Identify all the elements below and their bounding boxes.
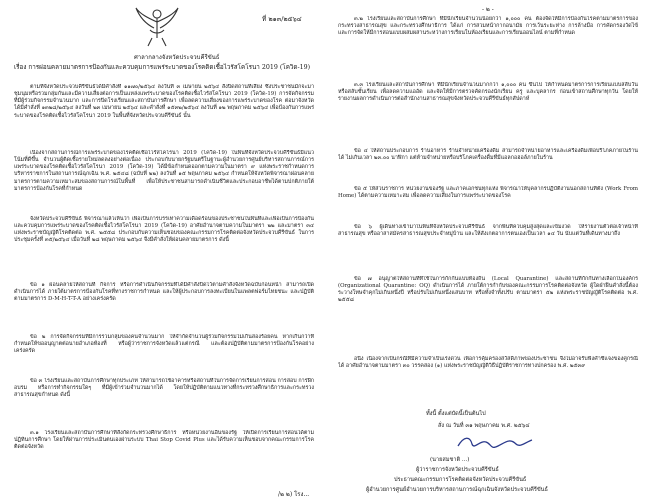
paragraph: ข้อ ๒ การจัดกิจกรรมที่มีการรวมกลุ่มของคนจำนวนมาก ให้จำกัดจำนวนผู้ร่วมกิจกรรมไม่เกินสองร้อยคน หากเกินกว่าที่กำหนดให้ขออนุญาตต่อนายอำเภอท้องที่ หรือผู้ว่าราชการจังหวัดแล้วแต่กรณี และต้องปฏิบัติตามมาตรการป้องกันโรคอย่างเคร่งครัด bbox=[14, 334, 314, 355]
issuing-office: ศาลากลางจังหวัดประจวบคีรีขันธ์ bbox=[134, 54, 220, 61]
page-header: - ๒ - bbox=[482, 6, 494, 13]
paragraph: ๓.๑ โรงเรียนและสถาบันการศึกษาที่สังกัดกระทรวงศึกษาธิการ หรือหน่วยงานอื่นของรัฐ ให้เปิดการเรียนการสอนได้ตามปฏิทินการศึกษา โดยให้ผ่านการประเมินตนเองผ่านระบบ Thai Stop Covid Plus และได้รับความเห็นชอบจากคณะกรรมการโรคติดต่อจังหวัด bbox=[14, 430, 314, 451]
paragraph: ข้อ ๓ โรงเรียนและสถาบันการศึกษาทุกประเภท ให้สามารถใช้อาคารหรือสถานที่ในการจัดการเรียนการสอน การสอบ การฝึกอบรม หรือการทำกิจกรรมใดๆ ที่มีผู้เข้าร่วมจำนวนมากได้ โดยให้ปฏิบัติตามแนวทางที่กระทรวงศึกษาธิการและกระทรวงสาธารณสุขกำหนด ดังนี้ bbox=[14, 378, 314, 399]
paragraph: ข้อ ๔ ให้สถานประกอบการ ร้านอาหาร ร้านจำหน่ายเครื่องดื่ม สามารถจำหน่ายอาหารและเครื่องดื่มเพื่อบริโภคภายในร้านได้ ไม่เกินเวลา ๒๓.๐๐ นาฬิกา แต่ห้ามจำหน่ายหรือบริโภคเครื่องดื่มที่มีแอลกอฮอล์ภายในร้าน bbox=[338, 148, 638, 162]
signing-date: สั่ง ณ วันที่ ๓๑ พฤษภาคม พ.ศ. ๒๕๖๔ bbox=[438, 423, 530, 429]
continuation-marker: /๒ ๒) โรง... bbox=[278, 491, 310, 498]
garuda-emblem-icon bbox=[134, 4, 180, 48]
signer-title: ประธานคณะกรรมการโรคติดต่อจังหวัดประจวบคีรีขันธ์ bbox=[394, 477, 527, 483]
paragraph: อนึ่ง เนื่องจากเป็นกรณีที่มีความจำเป็นเร่งด่วน เพื่อการคุ้มครองสวัสดิภาพของประชาชน จึงไม่อาจรับฟังคำชี้แจงของคู่กรณีได้ อาศัยอำนาจตามมาตรา ๓๐ วรรคสอง (๑) แห่งพระราชบัญญัติวิธีปฏิบัติราชการทางปกครอง พ.ศ. ๒๕๓๙ bbox=[338, 356, 638, 370]
paragraph: ๓.๓ โรงเรียนและสถาบันการศึกษา ที่มีนักเรียนจำนวนมากกว่า ๑,๐๐๐ คน ขึ้นไป ให้กำหนดมาตรการการเรียนแบบสลับวันหรือสลับชั้นเรียน เพื่อลดความแออัด และจัดให้มีการตรวจคัดกรองนักเรียน ครู และบุคลากร ก่อนเข้าสถานศึกษาทุกวัน โดยให้รายงานผลการดำเนินการต่อสำนักงานสาธารณสุขจังหวัดประจวบคีรีขันธ์ทุกสัปดาห์ bbox=[338, 82, 638, 103]
page-right bbox=[330, 0, 644, 500]
paragraph: จังหวัดประจวบคีรีขันธ์ พิจารณาแล้วเห็นว่า เพื่อเป็นการบรรเทาความเดือดร้อนของประชาชนในพื้นที่และเพื่อเป็นการป้องกันและควบคุมการแพร่ระบาดของโรคติดเชื้อไวรัสโคโรนา 2019 (โควิด-19) อาศัยอำนาจตามความในมาตรา ๒๒ และมาตรา ๓๔ แห่งพระราชบัญญัติโรคติดต่อ พ.ศ. ๒๕๕๘ ประกอบกับความเห็นชอบของคณะกรรมการโรคติดต่อจังหวัดประจวบคีรีขันธ์ ในการประชุมครั้งที่ ๓๕/๒๕๖๔ เมื่อวันที่ ๒๘ พฤษภาคม ๒๕๖๔ จึงมีคำสั่งให้ผ่อนคลายมาตรการ ดังนี้ bbox=[14, 216, 314, 244]
paragraph: ข้อ ๖ ผู้เดินทางเข้ามาในพื้นที่จังหวัดประจวบคีรีขันธ์ จากพื้นที่ควบคุมสูงสุดและเข้มงวด ให้รายงานตัวต่อเจ้าหน้าที่สาธารณสุข หรืออาสาสมัครสาธารณสุขประจำหมู่บ้าน และให้สังเกตอาการตนเองเป็นเวลา ๑๔ วัน นับแต่วันที่เดินทางมาถึง bbox=[338, 224, 638, 238]
paragraph: ๓.๒ โรงเรียนและสถาบันการศึกษา ที่มีนักเรียนจำนวนน้อยกว่า ๑,๐๐๐ คน ต้องจัดให้มีการป้องกันโรคตามมาตรการของกระทรวงสาธารณสุข และกระทรวงศึกษาธิการ ได้แก่ การสวมหน้ากากอนามัย การเว้นระยะห่าง การล้างมือ การคัดกรองวัดไข้ และการจัดให้มีการสอนแบบผสมผสานระหว่างการเรียนในห้องเรียนและการเรียนออนไลน์ ตามที่กำหนด bbox=[338, 16, 638, 37]
paragraph: ข้อ ๑ ผ่อนคลายให้สถานที่ กิจการ หรือการดำเนินกิจกรรมที่ได้มีคำสั่งปิดไว้ตามคำสั่งจังหวัดฉบับก่อนหน้า สามารถเปิดดำเนินการได้ ภายใต้มาตรการป้องกันโรคที่ทางราชการกำหนด และให้ผู้ประกอบการลงทะเบียนในแพลตฟอร์มไทยชนะ และปฏิบัติตามมาตรการ D-M-H-T-T-A อย่างเคร่งครัด bbox=[14, 282, 314, 303]
signer-name: (นายสมชาติ ...) bbox=[430, 457, 470, 463]
signature-icon bbox=[450, 432, 540, 454]
document-subject: เรื่อง การผ่อนคลายมาตรการป้องกันและควบคุมการแพร่ระบาดของโรคติดเชื้อไวรัสโคโรนา 2019 (โควิด-19) bbox=[14, 64, 311, 71]
signer-title: ผู้อำนวยการศูนย์อำนวยการบริหารสถานการณ์ฉุกเฉินจังหวัดประจวบคีรีขันธ์ bbox=[366, 487, 548, 493]
document-number: ที่ ๒๑๓/๒๕๖๔ bbox=[262, 15, 302, 23]
paragraph: ตามที่จังหวัดประจวบคีรีขันธ์ได้มีคำสั่งที่ ๑๑๗๐/๒๕๖๔ ลงวันที่ ๓ เมษายน ๒๕๖๔ สั่งปิดสถานที่เสี่ยง ซึ่งประชาชนมักจะมาชุมนุมหรือรวมกลุ่มกันและมีความเสี่ยงต่อการเป็นแหล่งแพร่ระบาดของโรคติดเชื้อไวรัสโคโรนา 2019 (โควิด-19) การจัดกิจกรรมที่มีผู้ร่วมกิจกรรมจำนวนมาก และการปิดโรงเรียนและสถาบันการศึกษา เพื่อลดความเสี่ยงของการแพร่ระบาดของโรค ต่อมาจังหวัดได้มีคำสั่งที่ ๑๓๒๘/๒๕๖๔ ลงวันที่ ๒๓ เมษายน ๒๕๖๔ และคำสั่งที่ ๑๕๓๒/๒๕๖๔ ลงวันที่ ๑๒ พฤษภาคม ๒๕๖๔ เพื่อป้องกันการแพร่ระบาดของโรคติดเชื้อไวรัสโคโรนา 2019 ในพื้นที่จังหวัดประจวบคีรีขันธ์ นั้น bbox=[14, 84, 314, 119]
signer-title: ผู้ว่าราชการจังหวัดประจวบคีรีขันธ์ bbox=[416, 467, 499, 473]
paragraph: เนื่องจากสถานการณ์การแพร่ระบาดของโรคติดเชื้อไวรัสโคโรนา 2019 (โควิด-19) ในพื้นที่จังหวัดประจวบคีรีขันธ์มีแนวโน้มที่ดีขึ้น จำนวนผู้ติดเชื้อรายใหม่ลดลงอย่างต่อเนื่อง ประกอบกับนายกรัฐมนตรีในฐานะผู้อำนวยการศูนย์บริหารสถานการณ์การแพร่ระบาดของโรคติดเชื้อไวรัสโคโรนา 2019 (โควิด-19) ได้มีข้อกำหนดออกตามความในมาตรา ๙ แห่งพระราชกำหนดการบริหารราชการในสถานการณ์ฉุกเฉิน พ.ศ. ๒๕๔๘ (ฉบับที่ ๒๒) ลงวันที่ ๑๕ พฤษภาคม ๒๕๖๔ กำหนดให้จังหวัดพิจารณาผ่อนคลายมาตรการตามความเหมาะสมของสถานการณ์ในพื้นที่ เพื่อให้ประชาชนสามารถดำเนินชีวิตและประกอบอาชีพได้ตามปกติภายใต้มาตรการป้องกันโรคที่กำหนด bbox=[14, 150, 314, 192]
closing-line: ทั้งนี้ ตั้งแต่บัดนี้เป็นต้นไป bbox=[426, 411, 486, 417]
paragraph: ข้อ ๕ ให้ส่วนราชการ หน่วยงานของรัฐ และภาคเอกชนทุกแห่ง พิจารณาให้บุคลากรปฏิบัติงานนอกสถานที่ตั้ง (Work From Home) ได้ตามความเหมาะสม เพื่อลดความเสี่ยงในการแพร่ระบาดของโรค bbox=[338, 186, 638, 200]
page-left bbox=[6, 0, 324, 500]
paragraph: ข้อ ๗ อนุญาตให้สถานที่ที่ใช้ในการกักกันแบบท้องถิ่น (Local Quarantine) และสถานที่กักกันทางเลือกในองค์กร (Organizational Quarantine: OQ) ดำเนินการได้ ภายใต้การกำกับของคณะกรรมการโรคติดต่อจังหวัด ผู้ใดฝ่าฝืนคำสั่งนี้ต้องระวางโทษจำคุกไม่เกินหนึ่งปี หรือปรับไม่เกินหนึ่งแสนบาท หรือทั้งจำทั้งปรับ ตามมาตรา ๕๒ แห่งพระราชบัญญัติโรคติดต่อ พ.ศ. ๒๕๕๘ bbox=[338, 276, 638, 304]
